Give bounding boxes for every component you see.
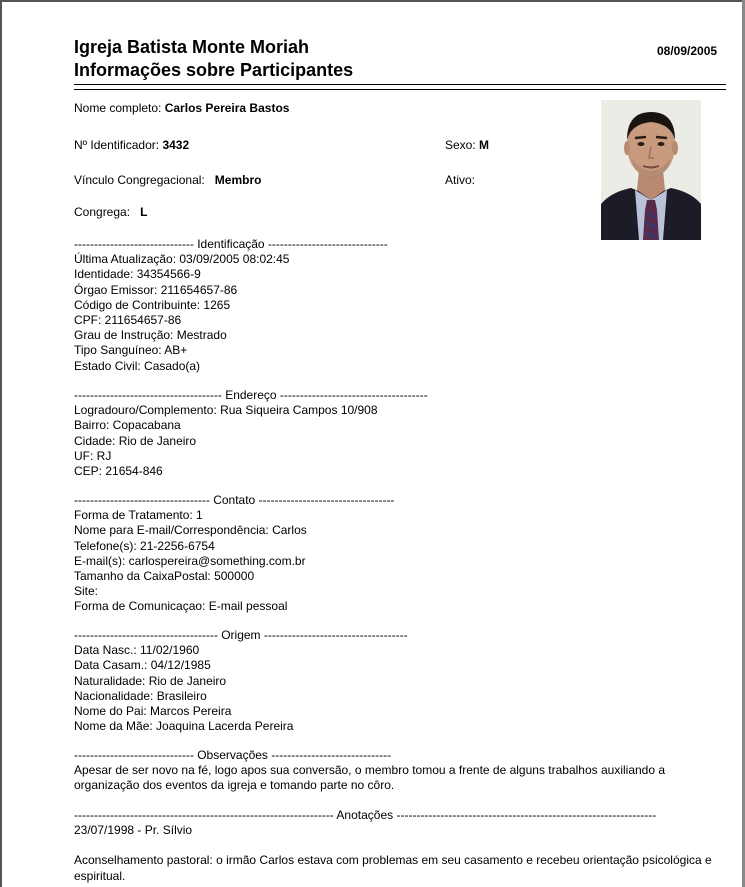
sexo-label: Sexo: <box>445 138 476 152</box>
id-row <box>74 138 189 152</box>
header-rule <box>74 84 726 85</box>
anotacao-text: Aconselhamento pastoral: o irmão Carlos estava com problemas em seu casamento e recebeu orientação psicológica e espiritual. <box>74 853 712 883</box>
report-date: 08/09/2005 <box>657 44 718 58</box>
congrega-row <box>74 205 147 219</box>
field-line: Logradouro/Complemento: Rua Siqueira Campos 10/908 <box>74 403 378 418</box>
field-line: Forma de Tratamento: 1 <box>74 508 203 523</box>
field-line: Código de Contribuinte: 1265 <box>74 297 231 312</box>
section-header-endereco: ------------------------------------- Endereço ------------------------------------- <box>74 388 428 402</box>
field-line: Tipo Sanguíneo: AB+ <box>74 343 188 358</box>
field-line: Nome do Pai: Marcos Pereira <box>74 704 232 719</box>
field-line: Forma de Comunicaçao: E-mail pessoal <box>74 599 288 614</box>
section-header-origem: ------------------------------------ Origem ------------------------------------ <box>74 628 408 642</box>
field-line: Grau de Instrução: Mestrado <box>74 328 227 343</box>
field-line: Nome para E-mail/Correspondência: Carlos <box>74 523 307 538</box>
observacoes-text: Apesar de ser novo na fé, logo apos sua conversão, o membro tomou a frente de alguns trabalhos auxiliando a organização dos eventos da igreja e tomando parte no côro. <box>74 763 666 793</box>
field-line: Telefone(s): 21-2256-6754 <box>74 538 215 553</box>
field-line: Tamanho da CaixaPostal: 500000 <box>74 569 255 584</box>
section-identificacao <box>74 237 388 374</box>
field-line: Identidade: 34354566-9 <box>74 267 201 282</box>
section-header-contato: ---------------------------------- Contato ---------------------------------- <box>74 493 395 507</box>
ativo-label: Ativo: <box>445 173 476 187</box>
field-line: Nome da Mãe: Joaquina Lacerda Pereira <box>74 719 294 734</box>
section-anotacoes <box>74 808 714 884</box>
section-header-anotacoes: ----------------------------------------------------------------- Anotações ----------------------------------------------------------------- <box>74 808 657 822</box>
org-name: Igreja Batista Monte Moriah <box>74 37 310 57</box>
id-label: Nº Identificador: <box>74 138 160 152</box>
field-line: Data Nasc.: 11/02/1960 <box>74 643 200 658</box>
field-line: UF: RJ <box>74 448 112 463</box>
section-header-identificacao: ------------------------------ Identificação ------------------------------ <box>74 237 388 251</box>
field-line: Órgao Emissor: 211654657-86 <box>74 282 238 297</box>
section-endereco <box>74 388 428 479</box>
sexo-value: M <box>479 138 490 152</box>
congrega-value: L <box>140 205 148 219</box>
field-line: CPF: 211654657-86 <box>74 313 182 328</box>
blank-line <box>74 838 714 853</box>
section-header-observacoes: ------------------------------ Observações ------------------------------ <box>74 748 392 762</box>
sexo-row <box>445 138 489 152</box>
member-photo <box>601 100 701 240</box>
id-value: 3432 <box>162 138 190 152</box>
anotacao-date-line: 23/07/1998 - Pr. Sílvio <box>74 823 193 838</box>
field-line: Naturalidade: Rio de Janeiro <box>74 673 227 688</box>
window-border-left <box>0 0 2 887</box>
portrait-image <box>601 100 701 240</box>
field-line: Nacionalidade: Brasileiro <box>74 688 207 703</box>
nome-row <box>74 101 289 115</box>
vinculo-label: Vínculo Congregacional: <box>74 173 205 187</box>
section-contato <box>74 493 394 615</box>
field-line: Estado Civil: Casado(a) <box>74 358 201 373</box>
section-observacoes <box>74 748 714 794</box>
header-rule-secondary <box>74 89 726 90</box>
field-line: Última Atualização: 03/09/2005 08:02:45 <box>74 252 290 267</box>
page-title: Informações sobre Participantes <box>74 60 354 80</box>
nome-label: Nome completo: <box>74 101 162 115</box>
nome-value: Carlos Pereira Bastos <box>164 101 290 115</box>
vinculo-row <box>74 173 261 187</box>
congrega-label: Congrega: <box>74 205 131 219</box>
field-line: E-mail(s): carlospereira@something.com.br <box>74 553 306 568</box>
vinculo-value: Membro <box>214 173 262 187</box>
section-origem <box>74 628 408 734</box>
field-line: Cidade: Rio de Janeiro <box>74 433 197 448</box>
field-line: Bairro: Copacabana <box>74 418 181 433</box>
window-border-top <box>0 0 745 2</box>
field-line: CEP: 21654-846 <box>74 464 163 479</box>
field-line: Site: <box>74 584 99 599</box>
ativo-row <box>445 173 475 187</box>
field-line: Data Casam.: 04/12/1985 <box>74 658 211 673</box>
